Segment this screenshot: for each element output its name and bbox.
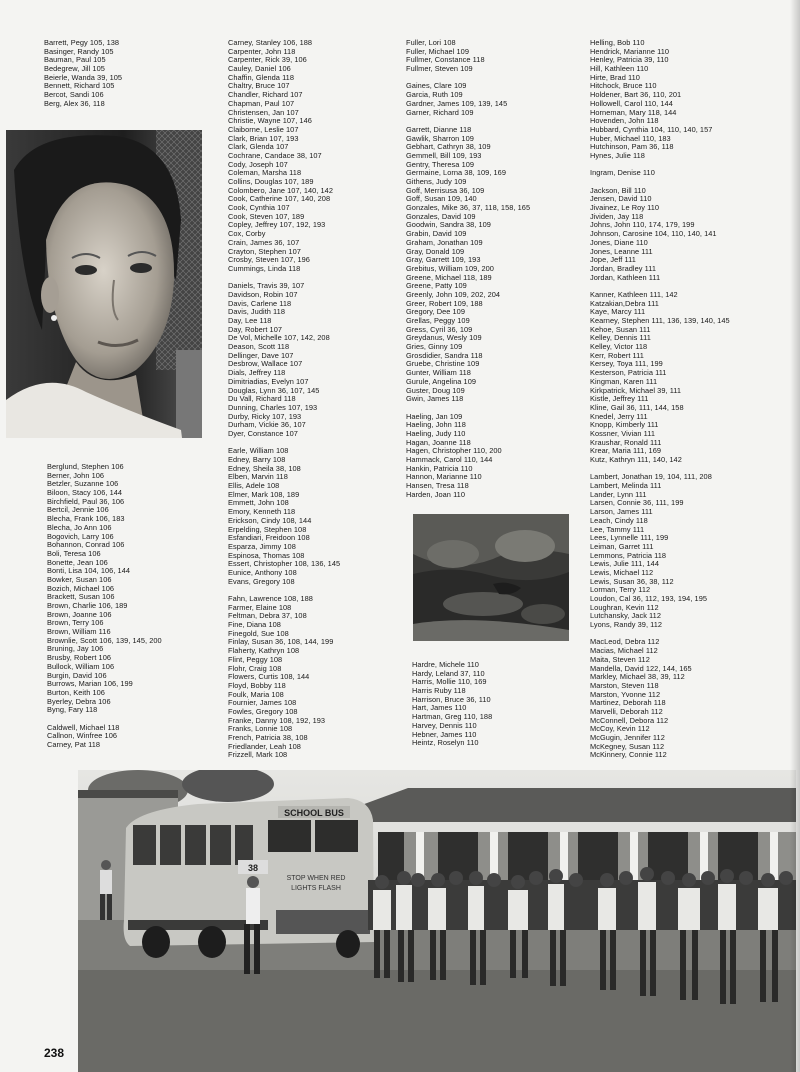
section-gap — [590, 630, 730, 639]
index-entry: Erpelding, Stephen 108 — [228, 525, 307, 534]
index-entry: Cauley, Daniel 106 — [228, 65, 291, 74]
index-entry: Larsen, Connie 36, 111, 199 — [590, 499, 684, 508]
index-entry: Haeling, Judy 110 — [406, 429, 466, 438]
index-entry: Carpenter, Rick 39, 106 — [228, 56, 307, 65]
page-number: 238 — [44, 1046, 65, 1060]
index-entry: Harvey, Dennis 110 — [412, 721, 477, 730]
index-entry: Bennett, Richard 105 — [44, 82, 115, 91]
index-entry: Elmer, Mark 108, 189 — [228, 490, 300, 499]
index-entry: Kelley, Victor 118 — [590, 343, 648, 352]
index-entry: Beierle, Wanda 39, 105 — [44, 73, 123, 82]
index-entry: Dials, Jeffrey 118 — [228, 369, 286, 378]
index-entry: Lewis, Susan 36, 38, 112 — [590, 577, 674, 586]
portrait-photo — [6, 130, 202, 438]
index-entry: Lees, Lynnelle 111, 199 — [590, 534, 669, 543]
index-entry: Du Vall, Richard 118 — [228, 395, 296, 404]
index-entry: Marvelli, Deborah 112 — [590, 707, 663, 716]
index-entry: Fuller, Lori 108 — [406, 39, 456, 47]
index-entry: Lee, Tammy 111 — [590, 525, 645, 534]
index-entry: Goff, Merrisusa 36, 109 — [406, 186, 485, 195]
index-entry: Fullmer, Constance 118 — [406, 56, 485, 65]
index-entry: Boli, Teresa 106 — [47, 549, 101, 558]
index-column-3a — [406, 39, 530, 499]
index-entry: Floyd, Bobby 118 — [228, 681, 286, 690]
index-entry: Bonette, Jean 106 — [47, 558, 108, 567]
index-entry: Carney, Stanley 106, 188 — [228, 39, 313, 47]
index-entry: Brown, Joanne 106 — [47, 610, 112, 619]
landscape-photo-image — [413, 514, 569, 641]
index-column-1a — [44, 39, 122, 109]
index-entry: Cook, Cynthia 107 — [228, 204, 290, 213]
index-entry: Cummings, Linda 118 — [228, 264, 301, 273]
index-entry: Friedlander, Leah 108 — [228, 742, 301, 751]
index-entry: Katzakian,Debra 111 — [590, 299, 659, 308]
index-entry: Erickson, Cindy 108, 144 — [228, 516, 312, 525]
index-entry: Brusby, Robert 106 — [47, 654, 112, 663]
portrait-photo-image — [6, 130, 202, 438]
index-entry: Day, Robert 107 — [228, 325, 283, 334]
index-entry: Graham, Jonathan 109 — [406, 238, 483, 247]
index-entry: Burton, Keith 106 — [47, 688, 105, 697]
index-entry: Dyer, Constance 107 — [228, 429, 298, 438]
index-entry: Hardy, Leland 37, 110 — [412, 669, 485, 678]
index-entry: Basinger, Randy 105 — [44, 47, 114, 56]
index-entry: Johnson, Carosine 104, 110, 140, 141 — [590, 230, 717, 239]
index-entry: Hynes, Julie 118 — [590, 151, 645, 160]
index-entry: Kanner, Kathleen 111, 142 — [590, 290, 678, 299]
index-entry: Gregory, Dee 109 — [406, 308, 465, 317]
index-entry: Markley, Michael 38, 39, 112 — [590, 673, 685, 682]
index-entry: Essert, Christopher 108, 136, 145 — [228, 560, 341, 569]
index-entry: Garner, Richard 109 — [406, 108, 474, 117]
landscape-photo — [413, 514, 569, 641]
school-bus-photo-image — [78, 770, 796, 1072]
index-entry: Callnon, Winfree 106 — [47, 732, 118, 741]
index-column-2 — [228, 39, 340, 760]
index-entry: Coleman, Marsha 118 — [228, 169, 302, 178]
bus-sign: SCHOOL BUS — [284, 808, 344, 818]
index-entry: Lutchansky, Jack 112 — [590, 612, 661, 621]
index-entry: Davis, Carlene 118 — [228, 299, 292, 308]
section-gap — [590, 282, 730, 291]
index-entry: Jordan, Kathleen 111 — [590, 273, 661, 282]
section-gap — [590, 161, 730, 170]
index-entry: Garcia, Ruth 109 — [406, 91, 463, 100]
index-entry: Hill, Kathleen 110 — [590, 65, 649, 74]
index-entry: Crayton, Stephen 107 — [228, 247, 301, 256]
index-entry: Finegold, Sue 108 — [228, 629, 289, 638]
index-entry: Clark, Brian 107, 193 — [228, 134, 299, 143]
index-entry: Ellis, Adele 108 — [228, 482, 280, 491]
index-entry: Brackett, Susan 106 — [47, 593, 115, 602]
index-entry: Martinez, Deborah 118 — [590, 699, 666, 708]
index-entry: Carpenter, John 118 — [228, 47, 296, 56]
index-entry: Hagen, Christopher 110, 200 — [406, 447, 502, 456]
section-gap — [47, 715, 162, 724]
index-entry: Bonti, Lisa 104, 106, 144 — [47, 567, 131, 576]
index-entry: Caldwell, Michael 118 — [47, 723, 120, 732]
index-entry: Garrett, Dianne 118 — [406, 125, 472, 134]
index-entry: Chaltry, Bruce 107 — [228, 82, 290, 91]
index-entry: Larson, James 111 — [590, 508, 653, 517]
index-entry: Gray, Donald 109 — [406, 247, 465, 256]
section-gap — [590, 465, 730, 474]
index-entry: Gentry, Theresa 109 — [406, 160, 475, 169]
index-entry: Bruning, Jay 106 — [47, 645, 104, 654]
index-entry: Brown, Terry 106 — [47, 619, 104, 628]
index-entry: Haeling, John 118 — [406, 421, 466, 430]
index-entry: Macias, Michael 112 — [590, 647, 658, 656]
index-entry: Leach, Cindy 118 — [590, 516, 648, 525]
index-entry: Kerr, Robert 111 — [590, 351, 644, 360]
index-entry: Hirte, Brad 110 — [590, 73, 640, 82]
index-entry: Cochrane, Candace 38, 107 — [228, 151, 322, 160]
index-entry: Flaherty, Kathryn 108 — [228, 647, 300, 656]
index-entry: Lemmons, Patricia 118 — [590, 551, 667, 560]
index-entry: Emory, Kenneth 118 — [228, 508, 296, 517]
index-entry: Grosdidier, Sandra 118 — [406, 351, 483, 360]
section-gap — [228, 274, 340, 283]
index-entry: Cody, Joseph 107 — [228, 160, 288, 169]
bus-rear-line-2: LIGHTS FLASH — [291, 885, 341, 892]
index-entry: Lander, Lynn 111 — [590, 490, 647, 499]
index-entry: Gress, Cyril 36, 109 — [406, 325, 473, 334]
section-gap — [228, 586, 340, 595]
index-entry: Leiman, Garret 111 — [590, 542, 654, 551]
index-entry: Berner, John 106 — [47, 471, 105, 480]
index-entry: Hardre, Michele 110 — [412, 661, 479, 669]
index-entry: Farmer, Elaine 108 — [228, 603, 292, 612]
section-gap — [228, 439, 340, 448]
school-bus-photo — [78, 770, 796, 1072]
index-entry: Loughran, Kevin 112 — [590, 603, 659, 612]
index-entry: Kraushar, Ronald 111 — [590, 438, 662, 447]
index-entry: Gunter, William 118 — [406, 369, 471, 378]
index-entry: Jivainez, Le Roy 110 — [590, 204, 660, 213]
index-entry: Gonzales, Mike 36, 37, 118, 158, 165 — [406, 204, 531, 213]
index-entry: Germaine, Lorna 38, 109, 169 — [406, 169, 507, 178]
index-entry: Hartman, Greg 110, 188 — [412, 713, 493, 722]
index-entry: Mandella, David 122, 144, 165 — [590, 664, 692, 673]
index-entry: Evans, Gregory 108 — [228, 577, 295, 586]
index-entry: Gries, Ginny 109 — [406, 343, 463, 352]
index-entry: Crosby, Steven 107, 196 — [228, 256, 310, 265]
index-entry: Hansen, Tresa 118 — [406, 482, 469, 491]
index-entry: Greydanus, Wesly 109 — [406, 334, 482, 343]
index-entry: Gebhart, Cathryn 38, 109 — [406, 143, 491, 152]
index-entry: Cook, Catherine 107, 140, 208 — [228, 195, 331, 204]
index-entry: Dimitriadias, Evelyn 107 — [228, 377, 309, 386]
index-entry: Ingram, Denise 110 — [590, 169, 655, 178]
index-entry: Hannon, Marianne 110 — [406, 473, 482, 482]
index-entry: Fuller, Michael 109 — [406, 47, 469, 56]
index-entry: Bedegrew, Jill 105 — [44, 65, 105, 74]
index-entry: Emmett, John 108 — [228, 499, 289, 508]
index-entry: Kossner, Vivian 111 — [590, 429, 656, 438]
index-entry: Greer, Robert 109, 188 — [406, 299, 483, 308]
index-entry: Jensen, David 110 — [590, 195, 652, 204]
index-entry: Franke, Danny 108, 192, 193 — [228, 716, 326, 725]
index-entry: Flowers, Curtis 108, 144 — [228, 673, 310, 682]
index-entry: Flint, Peggy 108 — [228, 655, 283, 664]
index-entry: Henley, Patricia 39, 110 — [590, 56, 669, 65]
index-entry: Gurule, Angelina 109 — [406, 377, 477, 386]
index-entry: Chaffin, Glenda 118 — [228, 73, 295, 82]
index-entry: Kesterson, Patricia 111 — [590, 369, 667, 378]
index-entry: Bohannon, Conrad 106 — [47, 541, 125, 550]
index-entry: Elben, Marvin 118 — [228, 473, 288, 482]
index-entry: Fahn, Lawrence 108, 188 — [228, 595, 313, 603]
index-entry: Grebitus, William 109, 200 — [406, 264, 494, 273]
index-entry: Bauman, Paul 105 — [44, 56, 106, 65]
index-entry: Huber, Michael 110, 183 — [590, 134, 671, 143]
index-entry: De Vol, Michelle 107, 142, 208 — [228, 334, 330, 343]
index-entry: Bowker, Susan 106 — [47, 575, 112, 584]
index-entry: Berg, Alex 36, 118 — [44, 99, 105, 108]
index-entry: Davidson, Robin 107 — [228, 290, 298, 299]
index-entry: Harden, Joan 110 — [406, 490, 466, 499]
index-entry: Blecha, Frank 106, 183 — [47, 515, 125, 524]
index-entry: Edney, Barry 108 — [228, 456, 286, 464]
index-entry: Harris, Mollie 110, 169 — [412, 678, 487, 687]
index-entry: Brownlie, Scott 106, 139, 145, 200 — [47, 636, 162, 645]
index-entry: Dunning, Charles 107, 193 — [228, 403, 318, 412]
index-entry: Barrett, Pegy 105, 138 — [44, 39, 120, 47]
index-entry: Hart, James 110 — [412, 704, 467, 713]
section-gap — [406, 404, 530, 413]
section-gap — [406, 74, 530, 83]
index-entry: Fullmer, Steven 109 — [406, 65, 473, 74]
index-entry: Birchfield, Paul 36, 106 — [47, 497, 125, 506]
index-entry: Fowles, Gregory 108 — [228, 707, 298, 716]
index-entry: McGugin, Jennifer 112 — [590, 734, 665, 742]
index-entry: Horneman, Mary 118, 144 — [590, 108, 677, 117]
index-entry: Kirkpatrick, Michael 39, 111 — [590, 386, 682, 395]
index-entry: Lewis, Michael 112 — [590, 568, 654, 577]
index-entry: Gruebe, Christine 109 — [406, 360, 480, 369]
index-entry: Jones, Diane 110 — [590, 238, 648, 247]
index-entry: Hubbard, Cynthia 104, 110, 140, 157 — [590, 125, 713, 134]
index-entry: Dellinger, Dave 107 — [228, 351, 294, 360]
index-entry: Johns, John 110, 174, 179, 199 — [590, 221, 695, 230]
index-entry: Hebner, James 110 — [412, 730, 477, 739]
index-entry: Fournier, James 108 — [228, 699, 297, 708]
index-entry: Esparza, Jimmy 108 — [228, 542, 296, 551]
index-entry: Kistle, Jeffrey 111 — [590, 395, 649, 404]
index-entry: Helling, Bob 110 — [590, 39, 645, 47]
index-entry: Hutchinson, Pam 36, 118 — [590, 143, 674, 152]
index-entry: Kelley, Dennis 111 — [590, 334, 651, 343]
index-entry: Lewis, Julie 111, 144 — [590, 560, 659, 569]
index-entry: Byng, Fary 118 — [47, 706, 98, 715]
index-entry: Grabin, David 109 — [406, 230, 467, 239]
index-entry: Lyons, Randy 39, 112 — [590, 621, 663, 630]
index-entry: Day, Lee 118 — [228, 317, 272, 325]
index-entry: Githens, Judy 109 — [406, 178, 467, 186]
index-entry: Knedel, Jerry 111 — [590, 412, 648, 421]
index-entry: Fine, Diana 108 — [228, 621, 281, 630]
index-entry: Durham, Vickie 36, 107 — [228, 421, 306, 430]
index-entry: Bogovich, Larry 106 — [47, 532, 114, 541]
index-entry: Jordan, Bradley 111 — [590, 264, 656, 273]
section-gap — [590, 178, 730, 187]
index-entry: Jackson, Bill 110 — [590, 186, 646, 195]
index-entry: Betzler, Suzanne 106 — [47, 480, 119, 489]
index-entry: Desbrow, Wallace 107 — [228, 360, 303, 369]
index-entry: Gaines, Clare 109 — [406, 82, 467, 91]
index-entry: Hagan, Joanne 118 — [406, 438, 471, 447]
index-entry: Burgin, David 106 — [47, 671, 107, 680]
index-entry: Feltman, Debra 37, 108 — [228, 612, 307, 621]
index-entry: Kutz, Kathryn 111, 140, 142 — [590, 456, 682, 464]
index-entry: Earle, William 108 — [228, 447, 289, 456]
index-entry: Hollowell, Carol 110, 144 — [590, 99, 673, 108]
index-entry: Gonzales, David 109 — [406, 212, 476, 221]
index-entry: Crain, James 36, 107 — [228, 238, 300, 247]
index-entry: Copley, Jeffrey 107, 192, 193 — [228, 221, 326, 230]
index-entry: Hovenden, John 118 — [590, 117, 659, 126]
index-entry: Berglund, Stephen 106 — [47, 463, 124, 471]
index-entry: Esfandiari, Freidoon 108 — [228, 534, 310, 543]
index-entry: Claiborne, Leslie 107 — [228, 125, 299, 134]
index-entry: Espinosa, Thomas 108 — [228, 551, 305, 560]
index-entry: McKegney, Susan 112 — [590, 742, 665, 751]
index-entry: Edney, Sheila 38, 108 — [228, 464, 301, 473]
index-entry: Heintz, Roselyn 110 — [412, 739, 479, 748]
index-column-4 — [590, 39, 730, 760]
bus-rear-line-1: STOP WHEN RED — [286, 875, 346, 882]
index-entry: Marston, Yvonne 112 — [590, 690, 661, 699]
bus-number: 38 — [247, 863, 259, 873]
index-entry: Finlay, Susan 36, 108, 144, 199 — [228, 638, 334, 647]
index-entry: Christie, Wayne 107, 146 — [228, 117, 312, 126]
index-entry: Collins, Douglas 107, 189 — [228, 178, 314, 186]
index-column-3b — [412, 661, 492, 748]
index-entry: French, Patricia 38, 108 — [228, 734, 308, 742]
index-entry: Gray, Garrett 109, 193 — [406, 256, 481, 265]
index-entry: Krear, Maria 111, 169 — [590, 447, 662, 456]
index-entry: Harris Ruby 118 — [412, 687, 466, 696]
index-entry: Durby, Ricky 107, 193 — [228, 412, 302, 421]
index-entry: Daniels, Travis 39, 107 — [228, 282, 305, 291]
index-entry: Gwin, James 118 — [406, 395, 464, 404]
index-entry: Lambert, Jonathan 19, 104, 111, 208 — [590, 473, 712, 482]
index-entry: Kersey, Toya 111, 199 — [590, 360, 663, 369]
index-entry: Biloon, Stacy 106, 144 — [47, 489, 123, 498]
index-entry: McKinnery, Connie 112 — [590, 751, 667, 760]
index-entry: Chandler, Richard 107 — [228, 91, 303, 100]
index-entry: Knopp, Kimberly 111 — [590, 421, 659, 430]
index-entry: Frizzell, Mark 108 — [228, 751, 288, 760]
index-entry: Goff, Susan 109, 140 — [406, 195, 477, 204]
index-entry: Greene, Patty 109 — [406, 282, 467, 291]
index-entry: Kaye, Marcy 111 — [590, 308, 646, 317]
index-entry: Hammack, Carol 110, 144 — [406, 456, 493, 464]
index-entry: Lorman, Terry 112 — [590, 586, 651, 595]
index-entry: Greene, Michael 118, 189 — [406, 273, 492, 282]
index-entry: Clark, Glenda 107 — [228, 143, 289, 152]
index-entry: Christensen, Jan 107 — [228, 108, 299, 117]
index-entry: Bercot, Sandi 106 — [44, 91, 104, 100]
index-entry: Davis, Judith 118 — [228, 308, 285, 317]
index-entry: Deason, Scott 118 — [228, 343, 290, 352]
index-entry: Hendrick, Marianne 110 — [590, 47, 670, 56]
index-entry: Jones, Leanne 111 — [590, 247, 653, 256]
index-entry: Bozich, Michael 106 — [47, 584, 115, 593]
index-entry: Jividen, Jay 118 — [590, 212, 644, 221]
index-entry: McCoy, Kevin 112 — [590, 725, 650, 734]
index-entry: Burrows, Marian 106, 199 — [47, 680, 133, 689]
index-entry: Guster, Doug 109 — [406, 386, 465, 395]
index-column-1b — [47, 463, 162, 750]
index-entry: Byerley, Debra 106 — [47, 697, 111, 706]
index-entry: Brown, Charlie 106, 189 — [47, 602, 128, 610]
index-entry: Hitchock, Bruce 110 — [590, 82, 657, 91]
index-entry: Holdener, Bart 36, 110, 201 — [590, 91, 682, 100]
index-entry: Flohr, Craig 108 — [228, 664, 282, 673]
index-entry: Foulk, Maria 108 — [228, 690, 284, 699]
index-entry: Franks, Lonnie 108 — [228, 725, 293, 734]
index-entry: Gardner, James 109, 139, 145 — [406, 99, 508, 108]
index-entry: Douglas, Lynn 36, 107, 145 — [228, 386, 320, 395]
index-entry: Loudon, Cal 36, 112, 193, 194, 195 — [590, 595, 708, 603]
page-edge-shadow — [790, 0, 800, 1072]
index-entry: Jope, Jeff 111 — [590, 256, 636, 265]
index-entry: Kingman, Karen 111 — [590, 377, 658, 386]
index-entry: Eunice, Anthony 108 — [228, 568, 297, 577]
index-entry: Haeling, Jan 109 — [406, 412, 463, 421]
index-entry: Kline, Gail 36, 111, 144, 158 — [590, 403, 684, 412]
index-entry: Greenly, John 109, 202, 204 — [406, 290, 501, 299]
index-entry: Gemmell, Bill 109, 193 — [406, 151, 482, 160]
index-entry: Blecha, Jo Ann 106 — [47, 523, 112, 532]
index-entry: Gawlik, Sharron 109 — [406, 134, 474, 143]
index-entry: Hankin, Patricia 110 — [406, 464, 473, 473]
index-entry: Bertcil, Jennie 106 — [47, 506, 109, 515]
index-entry: Harrison, Bruce 36, 110 — [412, 695, 491, 704]
section-gap — [406, 117, 530, 126]
index-entry: Carney, Pat 118 — [47, 741, 101, 749]
index-entry: Cook, Steven 107, 189 — [228, 212, 305, 221]
index-entry: Brown, William 116 — [47, 628, 111, 637]
index-entry: McConnell, Debora 112 — [590, 716, 669, 725]
index-entry: Bullock, William 106 — [47, 662, 115, 671]
index-entry: Marston, Steven 118 — [590, 681, 659, 690]
index-entry: Maita, Steven 112 — [590, 655, 650, 664]
index-entry: Grellas, Peggy 109 — [406, 317, 470, 325]
index-entry: Colombero, Jane 107, 140, 142 — [228, 186, 333, 195]
index-entry: Goodwin, Sandra 38, 109 — [406, 221, 491, 230]
index-entry: Chapman, Paul 107 — [228, 99, 295, 108]
index-entry: Lambert, Melinda 111 — [590, 482, 662, 491]
index-entry: Cox, Corby — [228, 230, 266, 239]
index-entry: Kearney, Stephen 111, 136, 139, 140, 145 — [590, 317, 730, 325]
index-entry: MacLeod, Debra 112 — [590, 638, 660, 647]
index-entry: Kehoe, Susan 111 — [590, 325, 651, 334]
